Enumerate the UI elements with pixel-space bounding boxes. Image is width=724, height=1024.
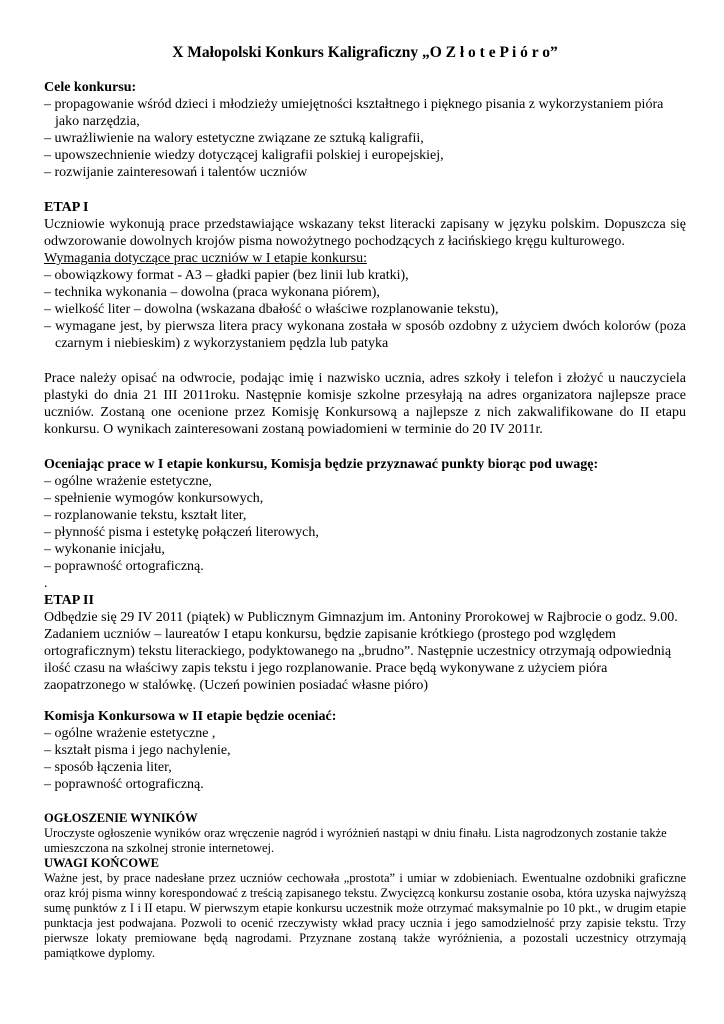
criteria-item: – ogólne wrażenie estetyczne , [44, 726, 216, 741]
requirement-item: – wielkość liter – dowolna (wskazana dbałość o właściwe rozplanowanie tekstu), [44, 302, 499, 317]
cele-section [44, 79, 686, 181]
document-page [44, 44, 686, 961]
wyniki-section [44, 811, 686, 856]
cele-item: – rozwijanie zainteresowań i talentów uczniów [44, 165, 308, 180]
uwagi-body: Ważne jest, by prace nadesłane przez uczniów cechowała „prostota” i umiar w zdobieniach. Ewentualne ozdobniki graficzne oraz krój pisma winny korespondować z treścią zapisanego tekstu. Zwycięzcą konkursu zostanie osoba, która uzyska najwyższą sumę punktów z I i II etapu. W pierwszym etapie konkursu uczestnik może otrzymać maksymalnie po 10 pkt., w drugim etapie punktacja jest podwajana. Pozwoli to ocenić rzeczywisty wkład pracy ucznia i jego samodzielność przy zapisie tekstu. Trzy pierwsze lokaty premiowane będą nagrodami. Przyznane zostaną także wyróżnienia, a pozostali uczestnicy otrzymają pamiątkowe dyplomy. [44, 871, 686, 960]
requirement-item: – technika wykonania – dowolna (praca wykonana piórem), [44, 285, 380, 300]
requirement-item: – obowiązkowy format - A3 – gładki papier (bez linii lub kratki), [44, 268, 409, 283]
cele-heading: Cele konkursu: [44, 80, 137, 95]
criteria-item: – spełnienie wymogów konkursowych, [44, 491, 264, 506]
etap2-section [44, 592, 686, 793]
cele-item: – uwrażliwienie na walory estetyczne związane ze sztuką kaligrafii, [44, 131, 424, 146]
criteria-item: – wykonanie inicjału, [44, 542, 165, 557]
uwagi-section [44, 856, 686, 961]
criteria-item: – ogólne wrażenie estetyczne, [44, 474, 212, 489]
uwagi-heading: UWAGI KOŃCOWE [44, 856, 159, 870]
etap1-heading: ETAP I [44, 200, 89, 215]
criteria-item: – kształt pisma i jego nachylenie, [44, 743, 231, 758]
wyniki-heading: OGŁOSZENIE WYNIKÓW [44, 811, 198, 825]
etap1-requirements-heading: Wymagania dotyczące prac uczniów w I etapie konkursu: [44, 251, 367, 266]
criteria-item: – sposób łączenia liter, [44, 760, 172, 775]
etap2-criteria-heading: Komisja Konkursowa w II etapie będzie oceniać: [44, 709, 337, 724]
etap2-heading: ETAP II [44, 593, 94, 608]
criteria-item: – rozplanowanie tekstu, kształt liter, [44, 508, 247, 523]
etap1-section [44, 199, 686, 592]
etap2-body: Odbędzie się 29 IV 2011 (piątek) w Publicznym Gimnazjum im. Antoniny Prorokowej w Rajbrocie o godz. 9.00. Zadaniem uczniów – laureatów I etapu konkursu, będzie zapisanie krótkiego (prostego pod względem ortograficznym) tekstu literackiego, podyktowanego na „brudno”. Następnie uczestnicy otrzymają odpowiednią ilość czasu na właściwy zapis tekstu i jego rozplanowanie. Prace będą wykonywane z użyciem pióra zaopatrzonego w stalówkę. (Uczeń powinien posiadać własne pióro) [44, 610, 678, 693]
cele-item: – propagowanie wśród dzieci i młodzieży umiejętności kształtnego i pięknego pisania z wykorzystaniem pióra jako narzędzia, [44, 97, 664, 129]
criteria-item: – płynność pisma i estetykę połączeń literowych, [44, 525, 319, 540]
stray-dot: . [44, 576, 48, 591]
criteria-item: – poprawność ortograficzną. [44, 777, 204, 792]
etap1-intro: Uczniowie wykonują prace przedstawiające wskazany tekst literacki zapisany w języku polskim. Dopuszcza się odwzorowanie dowolnych krojów pisma nowożytnego pochodzących z łacińskiego kręgu kulturowego. [44, 217, 686, 249]
criteria-item: – poprawność ortograficzną. [44, 559, 204, 574]
etap1-criteria-heading: Oceniając prace w I etapie konkursu, Komisja będzie przyznawać punkty biorąc pod uwagę: [44, 457, 599, 472]
requirement-item: – wymagane jest, by pierwsza litera pracy wykonana została w sposób ozdobny z użyciem dwóch kolorów (poza czarnym i niebieskim) z wykorzystaniem pędzla lub patyka [44, 319, 686, 351]
wyniki-body: Uroczyste ogłoszenie wyników oraz wręczenie nagród i wyróżnień nastąpi w dniu finału. Lista nagrodzonych zostanie także umieszczona na szkolnej stronie internetowej. [44, 826, 667, 855]
etap1-submission: Prace należy opisać na odwrocie, podając imię i nazwisko ucznia, adres szkoły i telefon i złożyć u nauczyciela plastyki do dnia 21 III 2011roku. Następnie komisje szkolne przesyłają na adres organizatora najlepsze prace uczniów. Zostaną one ocenione przez Komisję Konkursową a najlepsze z nich zakwalifikowane do II etapu konkursu. O wynikach zainteresowani zostaną powiadomieni w terminie do 20 IV 2011r. [44, 371, 686, 437]
document-title: X Małopolski Konkurs Kaligraficzny „O Z ł o t e P i ó r o” [172, 44, 558, 61]
cele-item: – upowszechnienie wiedzy dotyczącej kaligrafii polskiej i europejskiej, [44, 148, 444, 163]
